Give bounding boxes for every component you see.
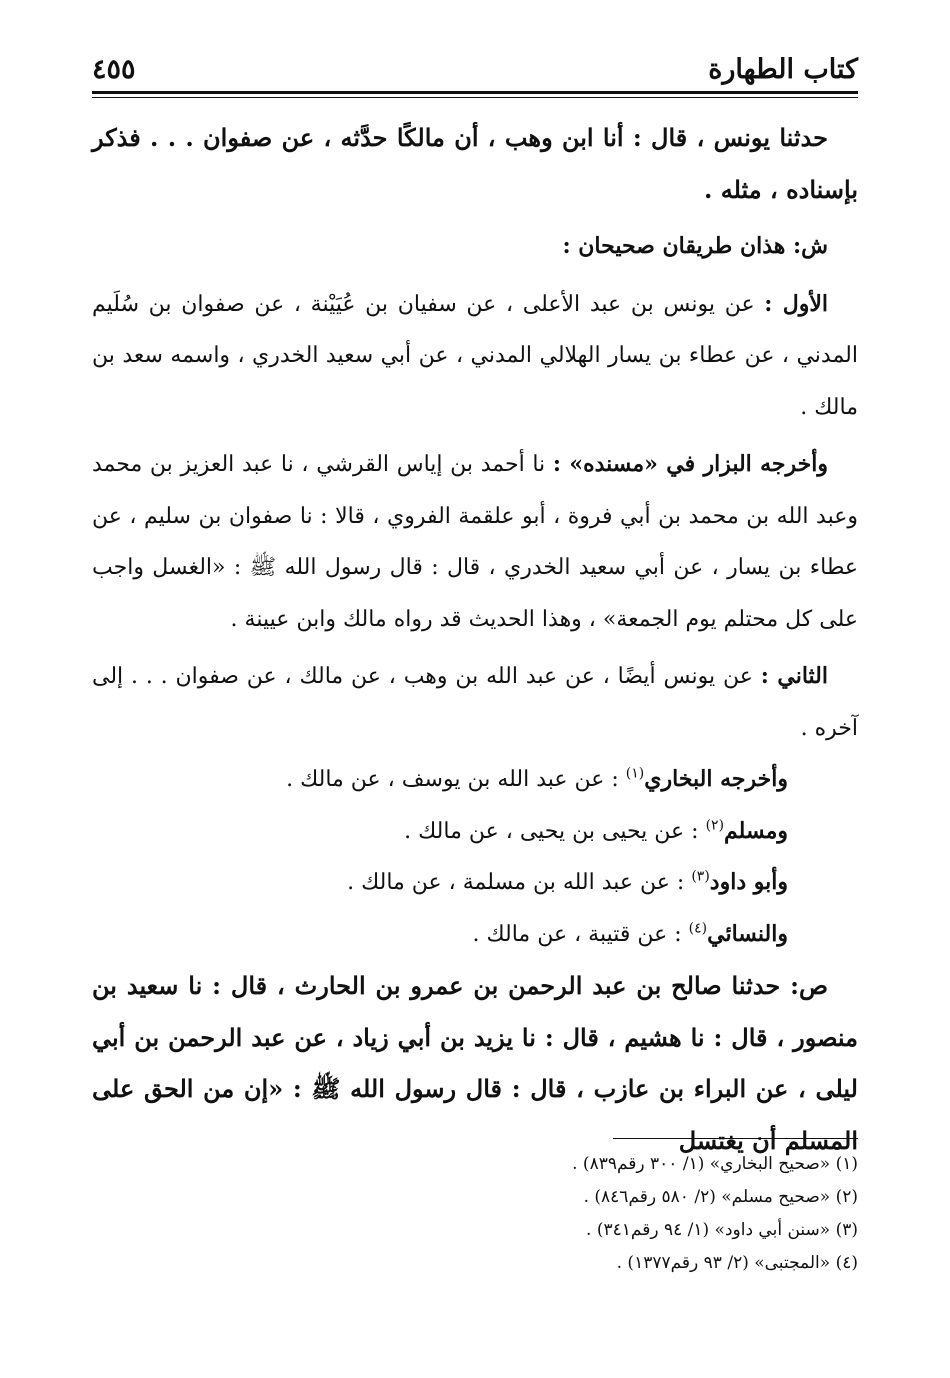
abu-dawud-label: وأبو داود <box>709 869 788 895</box>
footnote-marker: (٣) <box>691 868 710 885</box>
paragraph-muslim <box>92 806 858 858</box>
nasai-text: : عن قتيبة ، عن مالك . <box>472 921 682 947</box>
first-route-text: عن يونس بن عبد الأعلى ، عن سفيان بن عُيَيْنة ، عن صفوان بن سُلَيم المدني ، عن عطاء بن يسار الهلالي المدني ، عن أبي سعيد الخدري ، واسمه سعد بن مالك . <box>92 291 858 420</box>
main-text <box>92 112 858 1166</box>
footnote-2: (٢) «صحيح مسلم» (٢/ ٥٨٠ رقم٨٤٦) . <box>583 1187 858 1207</box>
nasai-label: والنسائي <box>707 920 788 947</box>
footnote-4: (٤) «المجتبى» (٢/ ٩٣ رقم١٣٧٧) . <box>616 1253 858 1273</box>
paragraph-abu-dawud <box>92 857 858 909</box>
paragraph-bukhari <box>92 754 858 806</box>
paragraph-commentary-intro: ش: هذان طريقان صحيحان : <box>562 233 828 259</box>
footnotes <box>92 1148 858 1280</box>
footnote-marker: (٤) <box>688 920 708 937</box>
abu-dawud-text: : عن عبد الله بن مسلمة ، عن مالك . <box>347 870 685 895</box>
page-number: ٤٥٥ <box>92 53 136 85</box>
second-route-text: عن يونس أيضًا ، عن عبد الله بن وهب ، عن مالك ، عن صفوان . . . إلى آخره . <box>92 664 858 741</box>
bukhari-text: : عن عبد الله بن يوسف ، عن مالك . <box>286 767 619 792</box>
paragraph-isnad-continuation: حدثنا يونس ، قال : أنا ابن وهب ، أن مالكًا حدَّثه ، عن صفوان . . . فذكر بإسناده ، مثله . <box>92 123 858 204</box>
muslim-text: : عن يحيى بن يحيى ، عن مالك . <box>404 818 699 844</box>
muslim-label: ومسلم <box>724 817 788 844</box>
bazzar-label: وأخرجه البزار في «مسنده» : <box>552 451 828 477</box>
running-title: كتاب الطهارة <box>708 53 858 85</box>
bazzar-text: نا أحمد بن إياس القرشي ، نا عبد العزيز بن محمد وعبد الله بن محمد بن أبي فروة ، أبو علقمة الفروي ، قالا : نا صفوان بن سليم ، عن عطاء بن يسار ، عن أبي سعيد الخدري ، قال : قال رسول الله ﷺ : «الغسل واجب على كل محتلم يوم الجمعة» ، وهذا الحديث قد رواه مالك وابن عيينة . <box>92 452 858 632</box>
footnote-marker: (١) <box>625 765 645 782</box>
header-divider <box>92 91 858 98</box>
page-header <box>92 48 858 90</box>
paragraph-nasai <box>92 909 858 961</box>
first-route-label: الأول : <box>764 290 828 317</box>
bukhari-label: وأخرجه البخاري <box>644 766 788 792</box>
footnote-3: (٣) «سنن أبي داود» (١/ ٩٤ رقم٣٤١) . <box>586 1220 858 1240</box>
paragraph-first-route <box>92 279 858 434</box>
paragraph-second-route <box>92 651 858 754</box>
footnote-marker: (٢) <box>705 817 725 834</box>
paragraph-hadith-text: ص: حدثنا صالح بن عبد الرحمن بن عمرو بن الحارث ، قال : نا سعيد بن منصور ، قال : نا هشيم ، قال : نا يزيد بن أبي زياد ، عن عبد الرحمن بن أبي ليلى ، عن البراء بن عازب ، قال : قال رسول الله ﷺ : «إن من الحق على المسلم أن يغتسل <box>92 971 858 1155</box>
paragraph-bazzar <box>92 439 858 645</box>
footnote-1: (١) «صحيح البخاري» (١/ ٣٠٠ رقم٨٣٩) . <box>572 1154 858 1174</box>
second-route-label: الثاني : <box>760 663 828 689</box>
footnote-divider <box>613 1138 858 1139</box>
